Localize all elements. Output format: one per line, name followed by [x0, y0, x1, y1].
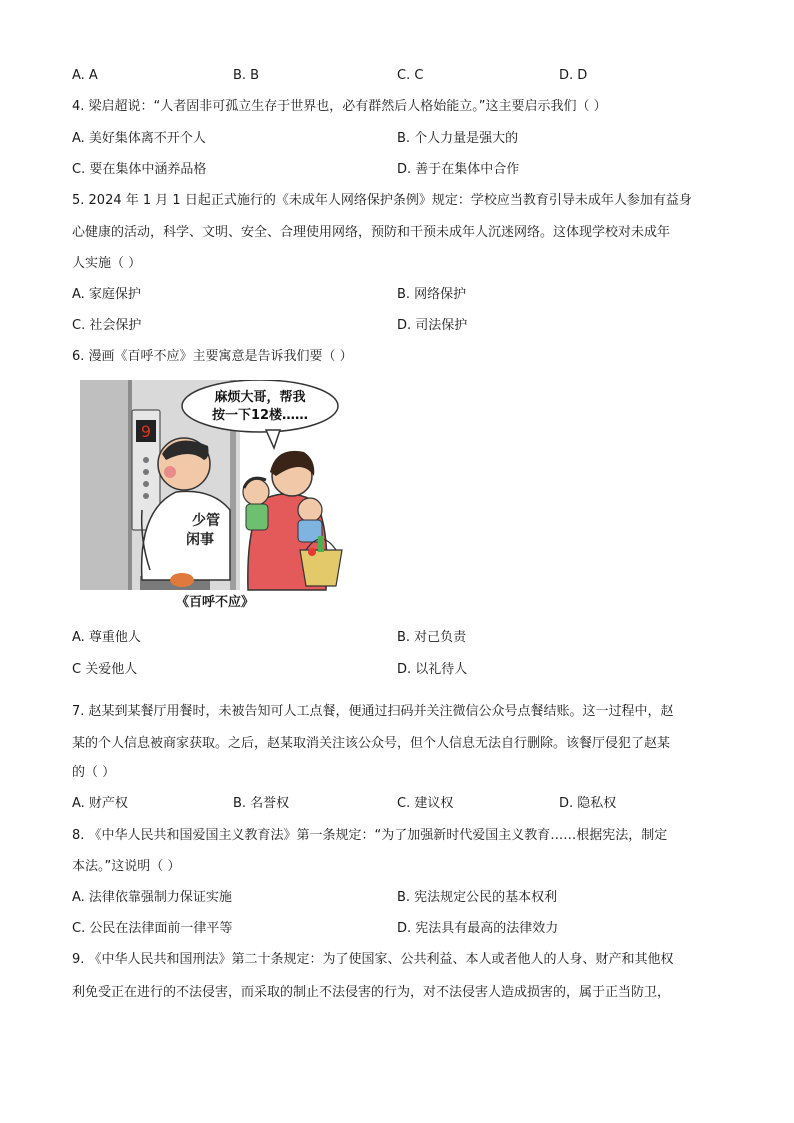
q7-stem-line-3: 的（ ）: [72, 765, 116, 780]
q6-option-a: A. 尊重他人: [72, 630, 141, 645]
q8-stem-line-2: 本法。”这说明（ ）: [72, 859, 181, 874]
q4-option-c: C. 要在集体中涵养品格: [72, 162, 207, 177]
q5-option-c: C. 社会保护: [72, 318, 142, 333]
q4-option-a: A. 美好集体离不开个人: [72, 131, 206, 146]
q7-option-c: C. 建议权: [397, 796, 454, 811]
q7-option-b: B. 名誉权: [233, 796, 290, 811]
q3-option-d: D. D: [559, 68, 588, 83]
cartoon-caption: 《百呼不应》: [176, 595, 255, 610]
speech-bubble-line-2: 按一下12楼……: [211, 408, 309, 423]
shirt-text-line-2: 闲事: [186, 532, 214, 548]
shirt-text-line-1: 少管: [192, 513, 220, 529]
q6-stem: 6. 漫画《百呼不应》主要寓意是告诉我们要（ ）: [72, 349, 353, 364]
q8-stem-line-1: 8. 《中华人民共和国爱国主义教育法》第一条规定：“为了加强新时代爱国主义教育……根据宪法，制定: [72, 828, 668, 843]
q3-option-b: B. B: [233, 68, 260, 83]
q6-option-b: B. 对己负责: [397, 630, 467, 645]
q9-stem-line-1: 9. 《中华人民共和国刑法》第二十条规定：为了使国家、公共利益、本人或者他人的人身、财产和其他权: [72, 952, 674, 967]
q4-stem: 4. 梁启超说：“人者固非可孤立生存于世界也，必有群然后人格始能立。”这主要启示我们（ ）: [72, 99, 607, 114]
q8-option-c: C. 公民在法律面前一律平等: [72, 921, 233, 936]
speech-bubble-line-1: 麻烦大哥，帮我: [214, 390, 306, 405]
q3-option-a: A. A: [72, 68, 98, 83]
q8-option-d: D. 宪法具有最高的法律效力: [397, 921, 559, 936]
q8-option-b: B. 宪法规定公民的基本权利: [397, 890, 558, 905]
q5-option-a: A. 家庭保护: [72, 287, 141, 302]
floor-display: 9: [140, 422, 152, 441]
q5-stem-line-3: 人实施（ ）: [72, 256, 142, 271]
q7-option-d: D. 隐私权: [559, 796, 617, 811]
q6-option-c: C 关爱他人: [72, 662, 138, 677]
q7-stem-line-1: 7. 赵某到某餐厅用餐时，未被告知可人工点餐，便通过扫码并关注微信公众号点餐结账。这一过程中，赵: [72, 704, 674, 719]
q5-option-d: D. 司法保护: [397, 318, 468, 333]
q3-option-c: C. C: [397, 68, 424, 83]
cartoon-image: [80, 380, 350, 612]
q6-option-d: D. 以礼待人: [397, 662, 468, 677]
q4-option-d: D. 善于在集体中合作: [397, 162, 520, 177]
q5-option-b: B. 网络保护: [397, 287, 467, 302]
q4-option-b: B. 个人力量是强大的: [397, 131, 519, 146]
q5-stem-line-2: 心健康的活动，科学、文明、安全、合理使用网络，预防和干预未成年人沉迷网络。这体现学校对未成年: [72, 225, 671, 240]
q7-stem-line-2: 某的个人信息被商家获取。之后，赵某取消关注该公众号，但个人信息无法自行删除。该餐厅侵犯了赵某: [72, 736, 671, 751]
q9-stem-line-2: 利免受正在进行的不法侵害，而采取的制止不法侵害的行为，对不法侵害人造成损害的，属于正当防卫，: [72, 985, 671, 1000]
q5-stem-line-1: 5. 2024 年 1 月 1 日起正式施行的《未成年人网络保护条例》规定：学校应当教育引导未成年人参加有益身: [72, 193, 692, 208]
q8-option-a: A. 法律依靠强制力保证实施: [72, 890, 232, 905]
q7-option-a: A. 财产权: [72, 796, 128, 811]
